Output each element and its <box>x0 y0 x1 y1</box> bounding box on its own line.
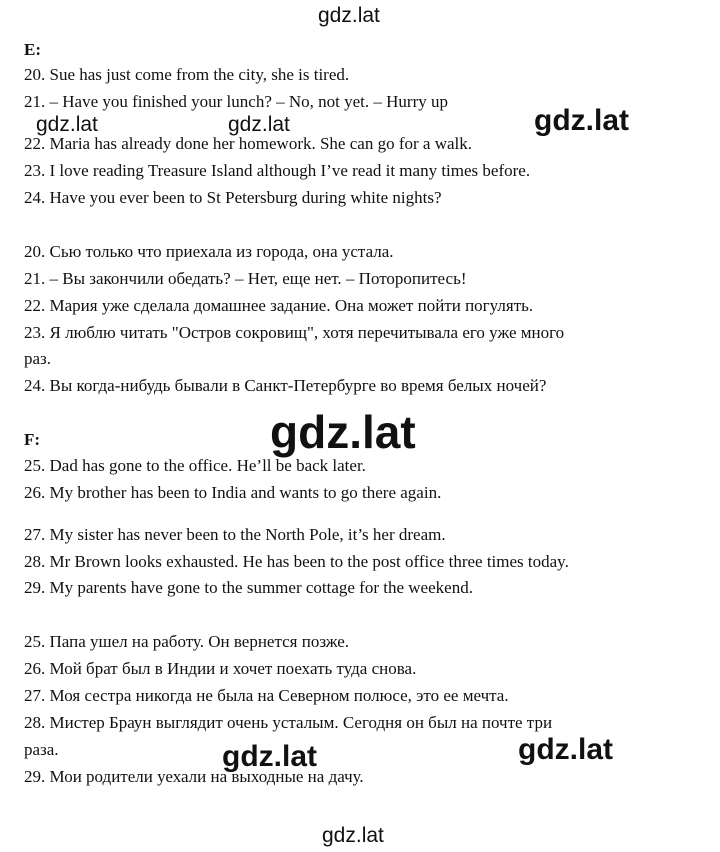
f-english-line: 26. My brother has been to India and wants to go there again. <box>24 483 442 502</box>
watermark-small-center: gdz.lat <box>228 113 290 136</box>
e-english-line: 20. Sue has just come from the city, she is tired. <box>24 65 350 84</box>
f-russian-line: 28. Мистер Браун выглядит очень усталым. Сегодня он был на почте три <box>24 713 553 732</box>
e-russian-line: 20. Сью только что приехала из города, она устала. <box>24 242 394 261</box>
f-russian-line: 29. Мои родители уехали на выходные на дачу. <box>24 767 364 786</box>
e-russian-line: 24. Вы когда-нибудь бывали в Санкт-Петербурге во время белых ночей? <box>24 376 547 395</box>
f-english-line: 27. My sister has never been to the North Pole, it’s her dream. <box>24 525 446 544</box>
e-russian-line: 23. Я люблю читать "Остров сокровищ", хотя перечитывала его уже много <box>24 323 565 342</box>
watermark-large-center: gdz.lat <box>270 406 416 458</box>
f-russian-line: 27. Моя сестра никогда не была на Северном полюсе, это ее мечта. <box>24 686 509 705</box>
watermark-top: gdz.lat <box>318 4 380 27</box>
watermark-bottom: gdz.lat <box>322 824 384 847</box>
watermark-medium-right: gdz.lat <box>534 104 629 137</box>
e-english-line: 24. Have you ever been to St Petersburg during white nights? <box>24 188 442 207</box>
watermark-medium-left: gdz.lat <box>222 740 317 773</box>
f-russian-line: 26. Мой брат был в Индии и хочет поехать туда снова. <box>24 659 417 678</box>
e-russian-line: 22. Мария уже сделала домашнее задание. Она может пойти погулять. <box>24 296 534 315</box>
watermark-medium-right-bottom: gdz.lat <box>518 733 613 766</box>
e-english-line: 21. – Have you finished your lunch? – No, not yet. – Hurry up <box>24 92 448 111</box>
f-russian-line: 25. Папа ушел на работу. Он вернется позже. <box>24 632 350 651</box>
f-english-line: 29. My parents have gone to the summer cottage for the weekend. <box>24 578 473 597</box>
e-english-line: 22. Maria has already done her homework. She can go for a walk. <box>24 134 472 153</box>
e-russian-line: раз. <box>24 349 52 368</box>
e-russian-line: 21. – Вы закончили обедать? – Нет, еще нет. – Поторопитесь! <box>24 269 467 288</box>
section-e-heading: E: <box>24 40 41 59</box>
watermark-small-left: gdz.lat <box>36 113 98 136</box>
f-english-line: 28. Mr Brown looks exhausted. He has been to the post office three times today. <box>24 552 569 571</box>
section-f-heading: F: <box>24 430 41 449</box>
f-english-line: 25. Dad has gone to the office. He’ll be back later. <box>24 456 366 475</box>
f-russian-line: раза. <box>24 740 59 759</box>
e-english-line: 23. I love reading Treasure Island although I’ve read it many times before. <box>24 161 531 180</box>
